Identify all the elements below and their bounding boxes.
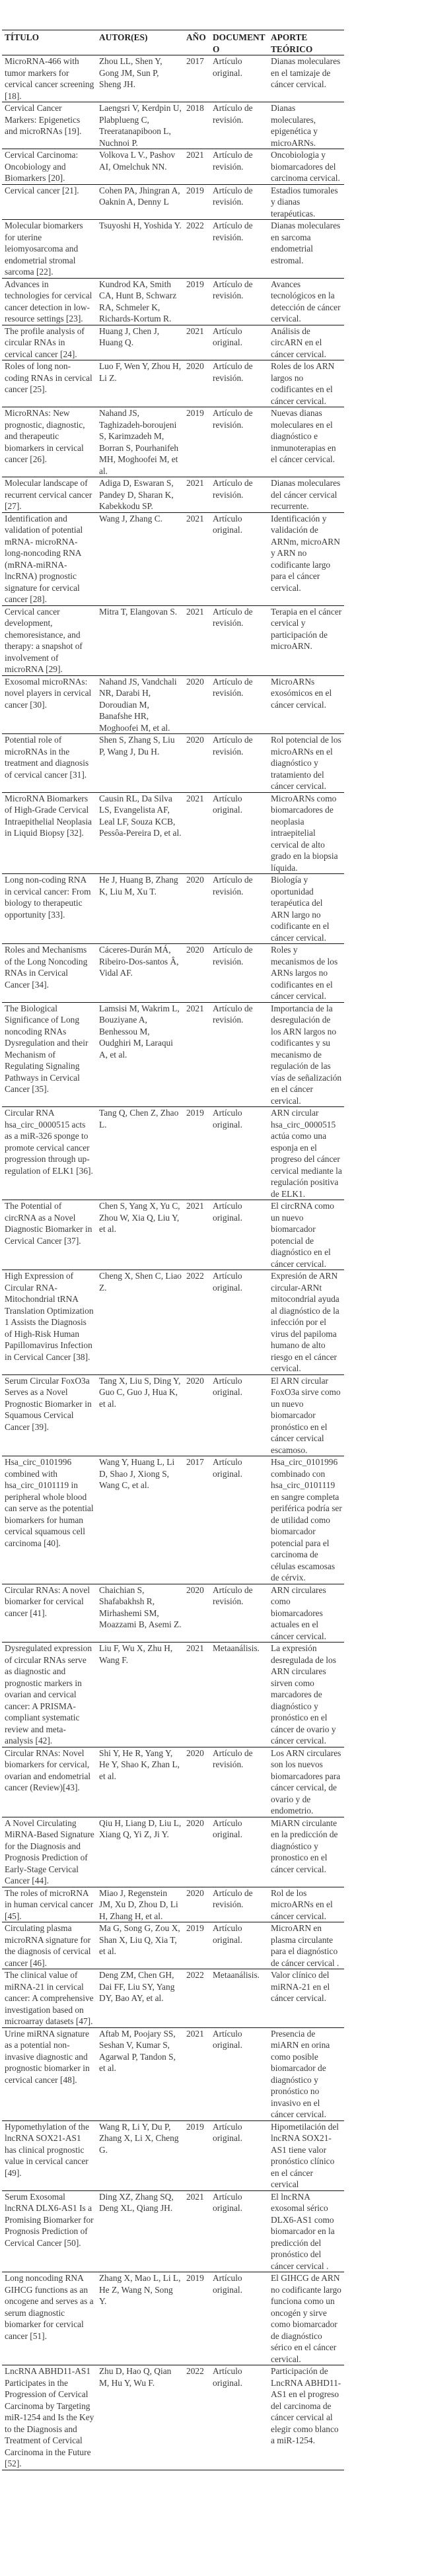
cell-document: Artículo original.: [210, 2027, 268, 2120]
cell-aporte: La expresión desregulada de los ARN circulares sirven como marcadores de diagnóstico y pronóstico en el cáncer de ovario y cáncer cervical.: [268, 1643, 344, 1747]
table-row: [2, 477, 344, 513]
cell-aporte: Importancia de la desregulación de los ARN largos no codificantes y su mecanismo de regulación de las vías de señalización en el cáncer cervical.: [268, 1002, 344, 1107]
cell-document: Artículo original.: [210, 1374, 268, 1456]
cell-year: 2021: [184, 605, 210, 675]
cell-aporte: Estadios tumorales y dianas terapéuticas.: [268, 184, 344, 220]
cell-title: The clinical value of miRNA-21 in cervical cancer: A comprehensive investigation based on microarray datasets [47].: [2, 1969, 96, 2028]
cell-aporte: El circRNA como un nuevo biomarcador potencial de diagnóstico en el cáncer cervical.: [268, 1200, 344, 1270]
cell-authors: Laengsri V, Kerdpin U, Plabplueng C, Treeratanapiboon L, Nuchnoi P.: [96, 102, 184, 149]
cell-title: Dysregulated expression of circular RNAs serve as diagnostic and prognostic markers in ovarian and cervical cancer: A PRISMA-compliant systematic review and meta-analysis [42].: [2, 1643, 96, 1747]
table-row: [2, 675, 344, 734]
cell-aporte: MicroARNs exosómicos en el cáncer cervical.: [268, 675, 344, 734]
cell-title: Molecular landscape of recurrent cervical cancer [27].: [2, 477, 96, 513]
cell-document: Artículo original.: [210, 1922, 268, 1969]
cell-aporte: Presencia de miARN en orina como posible biomarcador de diagnóstico y pronóstico no invasivo en el cáncer cervical.: [268, 2027, 344, 2120]
cell-authors: Ma G, Song G, Zou X, Shan X, Liu Q, Xia T, et al.: [96, 1922, 184, 1969]
table-row: [2, 1456, 344, 1584]
cell-authors: Wang Y, Huang L, Li D, Shao J, Xiong S, Wang C, et al.: [96, 1456, 184, 1584]
cell-title: Potential role of microRNAs in the treatment and diagnosis of cervical cancer [31].: [2, 734, 96, 793]
cell-title: Serum Exosomal lncRNA DLX6-AS1 Is a Promising Biomarker for Prognosis Prediction of Cervical Cancer [50].: [2, 2190, 96, 2272]
cell-title: Hsa_circ_0101996 combined with hsa_circ_0101119 in peripheral whole blood can serve as the potential biomarkers for human cervical squamous cell carcinoma [40].: [2, 1456, 96, 1584]
cell-title: Cervical Carcinoma: Oncobiology and Biomarkers [20].: [2, 149, 96, 185]
cell-title: Hypomethylation of the lncRNA SOX21-AS1 has clinical prognostic value in cervical cancer [49].: [2, 2120, 96, 2190]
cell-authors: Chen S, Yang X, Yu C, Zhou W, Xia Q, Liu Y, et al.: [96, 1200, 184, 1270]
table-row: [2, 1200, 344, 1270]
header-aporte: APORTE TEÓRICO: [268, 30, 344, 55]
cell-title: A Novel Circulating MiRNA-Based Signature for the Diagnosis and Prognosis Prediction of Early-Stage Cervical Cancer [44].: [2, 1817, 96, 1887]
cell-year: 2019: [184, 2120, 210, 2190]
cell-year: 2022: [184, 1270, 210, 1375]
cell-year: 2019: [184, 407, 210, 477]
cell-document: Artículo de revisión.: [210, 1747, 268, 1817]
cell-aporte: Oncobiologia y biomarcadores del carcinoma cervical.: [268, 149, 344, 185]
cell-aporte: Avances tecnológicos en la detección de cáncer cervical.: [268, 278, 344, 325]
cell-authors: Volkova L V., Pashov AI, Omelchuk NN.: [96, 149, 184, 185]
cell-document: Artículo original.: [210, 55, 268, 102]
table-row: [2, 1747, 344, 1817]
cell-authors: Qiu H, Liang D, Liu L, Xiang Q, Yi Z, Ji Y.: [96, 1817, 184, 1887]
cell-authors: Kundrod KA, Smith CA, Hunt B, Schwarz RA, Schmeler K, Richards-Kortum R.: [96, 278, 184, 325]
cell-authors: Nahand JS, Vandchali NR, Darabi H, Doroudian M, Banafshe HR, Moghoofei M, et al.: [96, 675, 184, 734]
cell-title: Cervical cancer development, chemoresistance, and therapy: a snapshot of involvement of microRNA [29].: [2, 605, 96, 675]
table-row: [2, 325, 344, 360]
cell-title: The roles of microRNA in human cervical cancer [45].: [2, 1887, 96, 1922]
cell-document: Artículo original.: [210, 1456, 268, 1584]
table-row: [2, 1643, 344, 1747]
cell-authors: He J, Huang B, Zhang K, Liu M, Xu T.: [96, 874, 184, 944]
cell-title: The Potential of circRNA as a Novel Diagnostic Biomarker in Cervical Cancer [37].: [2, 1200, 96, 1270]
cell-aporte: MiARN circulante en la predicción de diagnóstico y pronostico en el cáncer cervical.: [268, 1817, 344, 1887]
cell-year: 2020: [184, 874, 210, 944]
table-row: [2, 2365, 344, 2470]
cell-document: Artículo de revisión.: [210, 477, 268, 513]
header-year: AÑO: [184, 30, 210, 55]
table-row: [2, 1922, 344, 1969]
table-row: [2, 874, 344, 944]
cell-document: Artículo original.: [210, 1270, 268, 1375]
cell-document: Artículo de revisión.: [210, 1002, 268, 1107]
cell-aporte: MicroARNs como biomarcadores de neoplasia intraepitelial cervical de alto grado en la biopsia líquida.: [268, 792, 344, 874]
cell-authors: Huang J, Chen J, Huang Q.: [96, 325, 184, 360]
cell-authors: Wang J, Zhang C.: [96, 512, 184, 605]
table-row: [2, 407, 344, 477]
cell-aporte: Dianas moleculares, epigenética y microARNs.: [268, 102, 344, 149]
cell-document: Artículo de revisión.: [210, 1584, 268, 1643]
cell-year: 2017: [184, 55, 210, 102]
cell-year: 2020: [184, 675, 210, 734]
cell-aporte: Hsa_circ_0101996 combinado con hsa_circ_0101119 en sangre completa periférica podría ser de utilidad como biomarcador potencial para el carcinoma de células escamosas de cérvix.: [268, 1456, 344, 1584]
cell-title: MicroRNAs: New prognostic, diagnostic, and therapeutic biomarkers in cervical cancer [26].: [2, 407, 96, 477]
header-document: DOCUMENTO: [210, 30, 268, 55]
cell-aporte: Biología y oportunidad terapéutica del ARN largo no codificante en el cáncer cervical.: [268, 874, 344, 944]
cell-authors: Cáceres-Durán MÁ, Ribeiro-Dos-santos Â, Vidal AF.: [96, 944, 184, 1003]
cell-document: Metaanálisis.: [210, 1643, 268, 1747]
cell-aporte: Rol de los microARNs en el cáncer cervical.: [268, 1887, 344, 1922]
cell-aporte: Expresión de ARN circular-ARNt mitocondrial ayuda al diagnóstico de la infección por el virus del papiloma humano de alto riesgo en el cáncer cervical.: [268, 1270, 344, 1375]
cell-aporte: Los ARN circulares son los nuevos biomarcadores para cáncer cervical, de ovario y de endometrio.: [268, 1747, 344, 1817]
cell-title: Roles and Mechanisms of the Long Noncoding RNAs in Cervical Cancer [34].: [2, 944, 96, 1003]
table-row: [2, 1107, 344, 1200]
table-row: [2, 55, 344, 102]
header-authors: AUTOR(ES): [96, 30, 184, 55]
cell-document: Artículo de revisión.: [210, 278, 268, 325]
cell-authors: Zhou LL, Shen Y, Gong JM, Sun P, Sheng JH.: [96, 55, 184, 102]
cell-year: 2019: [184, 1107, 210, 1200]
cell-authors: Causin RL, Da Silva LS, Evangelista AF, Leal LF, Souza KCB, Pessôa-Pereira D, et al.: [96, 792, 184, 874]
table-row: [2, 1270, 344, 1375]
table-row: [2, 2272, 344, 2365]
cell-year: 2022: [184, 220, 210, 279]
cell-authors: Luo F, Wen Y, Zhou H, Li Z.: [96, 360, 184, 407]
table-row: [2, 2190, 344, 2272]
cell-title: Urine miRNA signature as a potential non-invasive diagnostic and prognostic biomarker in cervical cancer [48].: [2, 2027, 96, 2120]
cell-document: Artículo de revisión.: [210, 1887, 268, 1922]
cell-title: MicroRNA-466 with tumor markers for cervical cancer screening [18].: [2, 55, 96, 102]
cell-title: Exosomal microRNAs: novel players in cervical cancer [30].: [2, 675, 96, 734]
cell-year: 2019: [184, 2272, 210, 2365]
cell-year: 2020: [184, 944, 210, 1003]
cell-authors: Liu F, Wu X, Zhu H, Wang F.: [96, 1643, 184, 1747]
table-row: [2, 220, 344, 279]
header-title: TÍTULO: [2, 30, 96, 55]
table-row: [2, 792, 344, 874]
cell-aporte: El lncRNA exosomal sérico DLX6-AS1 como biomarcador en la predicción del pronóstico del cáncer cervical .: [268, 2190, 344, 2272]
cell-document: Artículo original.: [210, 2120, 268, 2190]
cell-authors: Deng ZM, Chen GH, Dai FF, Liu SY, Yang DY, Bao AY, et al.: [96, 1969, 184, 2028]
cell-year: 2021: [184, 149, 210, 185]
cell-aporte: Terapia en el cáncer cervical y participación de microARN.: [268, 605, 344, 675]
cell-document: Artículo original.: [210, 2272, 268, 2365]
table-row: [2, 1887, 344, 1922]
cell-year: 2021: [184, 325, 210, 360]
cell-document: Artículo de revisión.: [210, 102, 268, 149]
cell-aporte: Participación de LncRNA ABHD11-AS1 en el progreso del carcinoma de cáncer cervical al elegir como blanco a miR-1254.: [268, 2365, 344, 2470]
cell-authors: Miao J, Regenstein JM, Xu D, Zhou D, Li H, Zhang H, et al.: [96, 1887, 184, 1922]
table-row: [2, 734, 344, 793]
cell-aporte: Identificación y validación de ARNm, microARN y ARN no codificante largo para el cáncer cervical.: [268, 512, 344, 605]
cell-aporte: Dianas moleculares en sarcoma endometrial estromal.: [268, 220, 344, 279]
cell-authors: Chaichian S, Shafabakhsh R, Mirhashemi SM, Moazzami B, Asemi Z.: [96, 1584, 184, 1643]
cell-title: Circular RNAs: A novel biomarker for cervical cancer [41].: [2, 1584, 96, 1643]
cell-year: 2021: [184, 792, 210, 874]
cell-year: 2020: [184, 1817, 210, 1887]
cell-aporte: Nuevas dianas moleculares en el diagnóstico e inmunoterapias en el cáncer cervical.: [268, 407, 344, 477]
cell-authors: Shen S, Zhang S, Liu P, Wang J, Du H.: [96, 734, 184, 793]
cell-title: Circular RNA hsa_circ_0000515 acts as a miR-326 sponge to promote cervical cancer progression through up-regulation of ELK1 [36].: [2, 1107, 96, 1200]
cell-authors: Cohen PA, Jhingran A, Oaknin A, Denny L: [96, 184, 184, 220]
cell-aporte: MicroARN en plasma circulante para el diagnóstico de cáncer cervical .: [268, 1922, 344, 1969]
table-row: [2, 605, 344, 675]
cell-document: Metaanálisis.: [210, 1969, 268, 2028]
cell-title: Long non-coding RNA in cervical cancer: From biology to therapeutic opportunity [33].: [2, 874, 96, 944]
cell-aporte: El GIHCG de ARN no codificante largo funciona como un oncogén y sirve como biomarcador de diagnóstico sérico en el cáncer cervical.: [268, 2272, 344, 2365]
cell-title: Circular RNAs: Novel biomarkers for cervical, ovarian and endometrial cancer (Review)[43].: [2, 1747, 96, 1817]
cell-authors: Zhang X, Mao L, Li L, He Z, Wang N, Song Y.: [96, 2272, 184, 2365]
cell-document: Artículo original.: [210, 1107, 268, 1200]
cell-title: Identification and validation of potential mRNA- microRNA- long-noncoding RNA (mRNA-miRNA-lncRNA) prognostic signature for cervical cancer [28].: [2, 512, 96, 605]
cell-document: Artículo de revisión.: [210, 734, 268, 793]
table-row: [2, 149, 344, 185]
cell-document: Artículo original.: [210, 325, 268, 360]
cell-title: Cervical Cancer Markers: Epigenetics and microRNAs [19].: [2, 102, 96, 149]
cell-document: Artículo original.: [210, 792, 268, 874]
cell-aporte: Hipometilación del lncRNA SOX21-AS1 tiene valor pronóstico clínico en el cáncer cervical: [268, 2120, 344, 2190]
cell-authors: Zhu D, Hao Q, Qian M, Hu Y, Wu F.: [96, 2365, 184, 2470]
cell-title: Long noncoding RNA GIHCG functions as an oncogene and serves as a serum diagnostic biomarker for cervical cancer [51].: [2, 2272, 96, 2365]
cell-year: 2020: [184, 1584, 210, 1643]
cell-year: 2017: [184, 1456, 210, 1584]
table-row: [2, 1969, 344, 2028]
cell-aporte: El ARN circular FoxO3a sirve como un nuevo biomarcador pronóstico en el cáncer cervical escamoso.: [268, 1374, 344, 1456]
table-row: [2, 278, 344, 325]
table-row: [2, 2120, 344, 2190]
cell-document: Artículo de revisión.: [210, 675, 268, 734]
table-row: [2, 1584, 344, 1643]
cell-authors: Tang Q, Chen Z, Zhao L.: [96, 1107, 184, 1200]
cell-document: Artículo de revisión.: [210, 874, 268, 944]
table-row: [2, 184, 344, 220]
cell-year: 2021: [184, 1002, 210, 1107]
cell-document: Artículo original.: [210, 1200, 268, 1270]
cell-aporte: ARN circulares como biomarcadores actuales en el cáncer cervical.: [268, 1584, 344, 1643]
cell-title: Serum Circular FoxO3a Serves as a Novel Prognostic Biomarker in Squamous Cervical Cancer [39].: [2, 1374, 96, 1456]
cell-aporte: Análisis de circARN en el cáncer cervical.: [268, 325, 344, 360]
cell-year: 2021: [184, 512, 210, 605]
cell-year: 2021: [184, 2027, 210, 2120]
cell-year: 2019: [184, 184, 210, 220]
table-row: [2, 1002, 344, 1107]
cell-document: Artículo de revisión.: [210, 220, 268, 279]
cell-document: Artículo de revisión.: [210, 360, 268, 407]
cell-title: Advances in technologies for cervical cancer detection in low-resource settings [23].: [2, 278, 96, 325]
cell-aporte: Valor clínico del miRNA-21 en el cáncer cervical.: [268, 1969, 344, 2028]
cell-title: MicroRNA Biomarkers of High-Grade Cervical Intraepithelial Neoplasia in Liquid Biopsy [32].: [2, 792, 96, 874]
cell-title: High Expression of Circular RNA-Mitochondrial tRNA Translation Optimization 1 Assists the Diagnosis of High-Risk Human Papillomavirus Infection in Cervical Cancer [38].: [2, 1270, 96, 1375]
cell-year: 2021: [184, 1200, 210, 1270]
cell-year: 2020: [184, 734, 210, 793]
cell-aporte: Dianas moleculares del cáncer cervical recurrente.: [268, 477, 344, 513]
cell-title: The profile analysis of circular RNAs in cervical cancer [24].: [2, 325, 96, 360]
cell-title: LncRNA ABHD11-AS1 Participates in the Progression of Cervical Carcinoma by Targeting miR-1254 and Is the Key to the Diagnosis and Treatment of Cervical Carcinoma in the Future [52].: [2, 2365, 96, 2470]
cell-document: Artículo de revisión.: [210, 184, 268, 220]
table-row: [2, 360, 344, 407]
cell-authors: Mitra T, Elangovan S.: [96, 605, 184, 675]
cell-aporte: ARN circular hsa_circ_0000515 actúa como una esponja en el progreso del cáncer cervical mediante la regulación positiva de ELK1.: [268, 1107, 344, 1200]
cell-year: 2021: [184, 477, 210, 513]
cell-year: 2020: [184, 1887, 210, 1922]
cell-title: Circulating plasma microRNA signature for the diagnosis of cervical cancer [46].: [2, 1922, 96, 1969]
cell-title: Roles of long non-coding RNAs in cervical cancer [25].: [2, 360, 96, 407]
cell-year: 2019: [184, 1922, 210, 1969]
cell-title: The Biological Significance of Long noncoding RNAs Dysregulation and their Mechanism of Regulating Signaling Pathways in Cervical Cancer [35].: [2, 1002, 96, 1107]
cell-aporte: Rol potencial de los microARNs en el diagnóstico y tratamiento del cáncer cervical.: [268, 734, 344, 793]
table-header-row: [2, 30, 344, 55]
literature-review-table: [2, 30, 344, 2470]
table-row: [2, 1374, 344, 1456]
cell-title: Molecular biomarkers for uterine leiomyosarcoma and endometrial stromal sarcoma [22].: [2, 220, 96, 279]
cell-document: Artículo original.: [210, 512, 268, 605]
cell-year: 2018: [184, 102, 210, 149]
cell-authors: Aftab M, Poojary SS, Seshan V, Kumar S, Agarwal P, Tandon S, et al.: [96, 2027, 184, 2120]
cell-document: Artículo original.: [210, 2365, 268, 2470]
cell-year: 2022: [184, 2365, 210, 2470]
cell-authors: Adiga D, Eswaran S, Pandey D, Sharan K, Kabekkodu SP.: [96, 477, 184, 513]
cell-year: 2021: [184, 1643, 210, 1747]
table-row: [2, 1817, 344, 1887]
cell-authors: Tang X, Liu S, Ding Y, Guo C, Guo J, Hua K, et al.: [96, 1374, 184, 1456]
cell-authors: Tsuyoshi H, Yoshida Y.: [96, 220, 184, 279]
cell-aporte: Roles de los ARN largos no codificantes en el cáncer cervical.: [268, 360, 344, 407]
cell-aporte: Dianas moleculares en el tamizaje de cáncer cervical.: [268, 55, 344, 102]
cell-authors: Shi Y, He R, Yang Y, He Y, Shao K, Zhan L, et al.: [96, 1747, 184, 1817]
table-row: [2, 944, 344, 1003]
cell-title: Cervical cancer [21].: [2, 184, 96, 220]
cell-year: 2020: [184, 1747, 210, 1817]
cell-authors: Wang R, Li Y, Du P, Zhang X, Li X, Cheng G.: [96, 2120, 184, 2190]
cell-authors: Cheng X, Shen C, Liao Z.: [96, 1270, 184, 1375]
cell-year: 2020: [184, 1374, 210, 1456]
cell-document: Artículo de revisión.: [210, 149, 268, 185]
cell-authors: Ding XZ, Zhang SQ, Deng XL, Qiang JH.: [96, 2190, 184, 2272]
cell-aporte: Roles y mecanismos de los ARNs largos no codificantes en el cáncer cervical.: [268, 944, 344, 1003]
table-row: [2, 512, 344, 605]
cell-document: Artículo de revisión.: [210, 944, 268, 1003]
table-row: [2, 2027, 344, 2120]
table-row: [2, 102, 344, 149]
cell-year: 2022: [184, 1969, 210, 2028]
cell-authors: Lamsisi M, Wakrim L, Bouziyane A, Benhessou M, Oudghiri M, Laraqui A, et al.: [96, 1002, 184, 1107]
cell-year: 2020: [184, 360, 210, 407]
cell-document: Artículo de revisión.: [210, 407, 268, 477]
cell-document: Artículo original.: [210, 2190, 268, 2272]
cell-document: Artículo original.: [210, 1817, 268, 1887]
cell-document: Artículo de revisión.: [210, 605, 268, 675]
cell-authors: Nahand JS, Taghizadeh-boroujeni S, Karimzadeh M, Borran S, Pourhanifeh MH, Moghoofei M, et al.: [96, 407, 184, 477]
cell-year: 2021: [184, 2190, 210, 2272]
cell-year: 2019: [184, 278, 210, 325]
